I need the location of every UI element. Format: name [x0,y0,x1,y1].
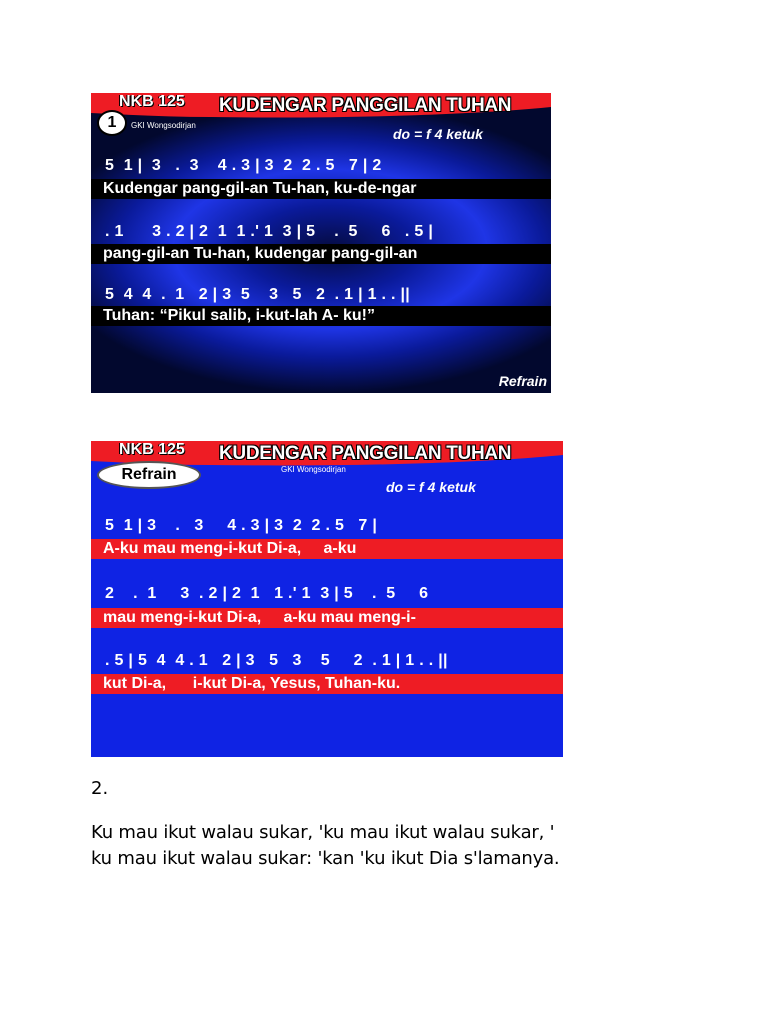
song-title: KUDENGAR PANGGILAN TUHAN [219,443,512,464]
hymn-slide-refrain [91,441,563,757]
verse-badge: 1 [97,110,127,136]
notation-line-1: 5 1 | 3 . 3 4 . 3 | 3 2 2 . 5 7 | [105,517,378,534]
refrain-marker: Refrain [498,373,547,389]
lyric-band-3 [91,674,563,694]
lyric-line-2: mau meng-i-kut Di-a, a-ku mau meng-i- [103,609,416,626]
lyric-band-2 [91,608,563,628]
lyric-line-2: pang-gil-an Tu-han, kudengar pang-gil-an [103,245,418,262]
notation-line-2: 2 . 1 3 . 2 | 2 1 1 .' 1 3 | 5 . 5 6 [105,585,429,602]
lyric-line-3: Tuhan: “Pikul salib, i-kut-lah A- ku!” [103,307,376,324]
verse-line-2: ku mau ikut walau sukar: 'kan 'ku ikut Dia s'lamanya. [91,848,560,869]
hymn-slide-verse-1 [91,93,551,393]
lyric-band-2 [91,244,551,264]
lyric-band-1 [91,179,551,199]
lyric-band-3 [91,306,551,326]
key-signature: do = f 4 ketuk [386,479,476,495]
notation-line-3: . 5 | 5 4 4 . 1 2 | 3 5 3 5 2 . 1 | 1 . . || [105,652,448,669]
lyric-band-1 [91,539,563,559]
verse-number: 2. [91,778,109,799]
composer: GKI Wongsodirjan [131,121,196,130]
lyric-line-1: A-ku mau meng-i-kut Di-a, a-ku [103,540,357,557]
notation-line-1: 5 1 | 3 . 3 4 . 3 | 3 2 2 . 5 7 | 2 [105,157,382,174]
refrain-badge: Refrain [97,461,201,489]
lyric-line-1: Kudengar pang-gil-an Tu-han, ku-de-ngar [103,180,417,197]
hymn-number: NKB 125 [119,93,185,110]
hymn-number: NKB 125 [119,441,185,458]
song-title: KUDENGAR PANGGILAN TUHAN [219,95,512,116]
key-signature: do = f 4 ketuk [393,126,483,142]
lyric-line-3: kut Di-a, i-kut Di-a, Yesus, Tuhan-ku. [103,675,401,692]
composer: GKI Wongsodirjan [281,465,346,474]
verse-line-1: Ku mau ikut walau sukar, 'ku mau ikut walau sukar, ' [91,822,555,843]
notation-line-3: 5 4 4 . 1 2 | 3 5 3 5 2 . 1 | 1 . . || [105,286,411,303]
notation-line-2: . 1 3 . 2 | 2 1 1 .' 1 3 | 5 . 5 6 . 5 | [105,223,434,240]
